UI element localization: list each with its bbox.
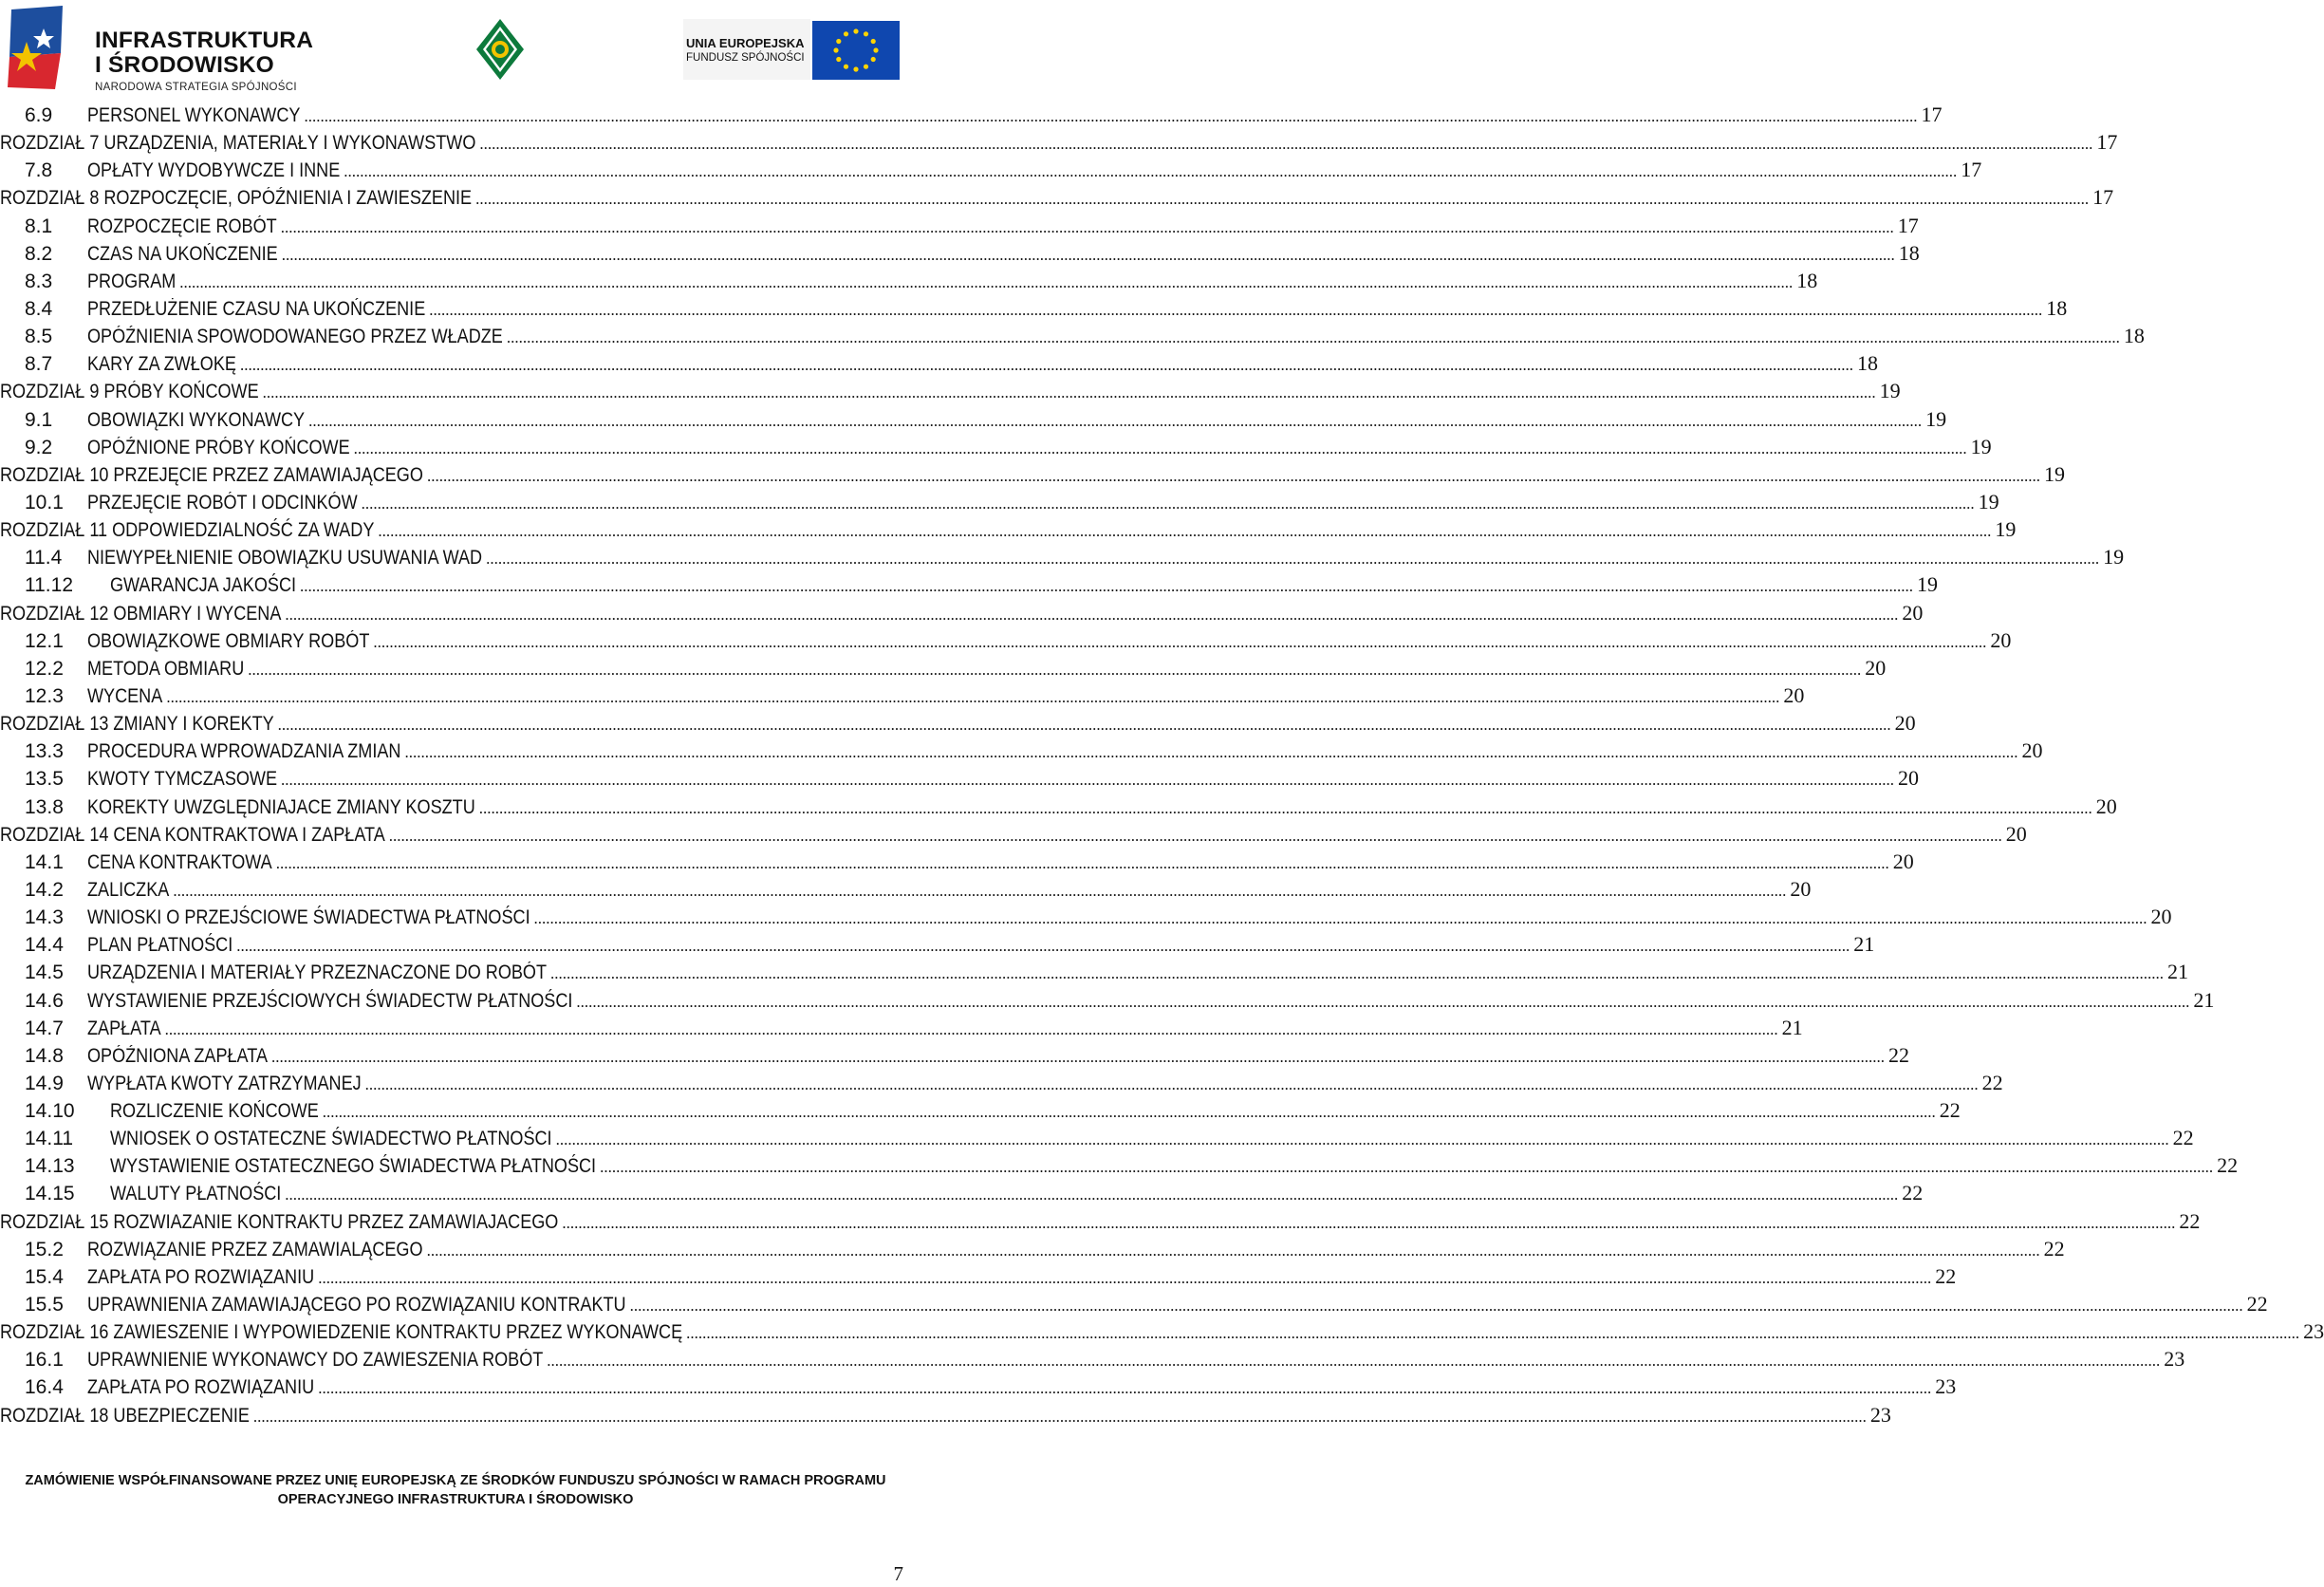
- toc-dot-leader: ................................................................................................................................................................................................................................................................................................................................................................................................................: [308, 411, 1923, 430]
- toc-entry-title: NIEWYPEŁNIENIE OBOWIĄZKU USUWANIA WAD: [87, 547, 483, 569]
- toc-page-number: 20: [2005, 821, 2027, 846]
- toc-dot-leader: ................................................................................................................................................................................................................................................................................................................................................................................................................: [506, 328, 2120, 347]
- toc-dot-leader: ................................................................................................................................................................................................................................................................................................................................................................................................................: [475, 190, 2090, 209]
- toc-section-entry[interactable]: [0, 405, 1947, 433]
- toc-page-number: 23: [2164, 1347, 2185, 1372]
- toc-entry-number: 14.11: [25, 1128, 73, 1150]
- toc-page-number: 20: [1790, 876, 1812, 901]
- toc-entry-title: WYSTAWIENIE PRZEJŚCIOWYCH ŚWIADECTW PŁATNOŚCI: [87, 989, 573, 1012]
- toc-section-entry[interactable]: [0, 267, 1818, 294]
- toc-entry-number: 15.2: [25, 1238, 64, 1260]
- toc-dot-leader: ................................................................................................................................................................................................................................................................................................................................................................................................................: [686, 1324, 2300, 1343]
- toc-entry-title: METODA OBMIARU: [87, 657, 245, 680]
- toc-page-number: 22: [1935, 1263, 1957, 1288]
- toc-dot-leader: ................................................................................................................................................................................................................................................................................................................................................................................................................: [378, 522, 1992, 541]
- toc-dot-leader: ................................................................................................................................................................................................................................................................................................................................................................................................................: [426, 466, 2040, 485]
- toc-dot-leader: ................................................................................................................................................................................................................................................................................................................................................................................................................: [361, 494, 1975, 513]
- toc-page-number: 19: [1978, 489, 1999, 513]
- toc-entry-number: 14.4: [25, 934, 64, 957]
- toc-section-entry[interactable]: [0, 1069, 2003, 1096]
- toc-chapter-entry[interactable]: [0, 183, 2114, 211]
- toc-entry-number: 14.15: [25, 1183, 75, 1205]
- toc-page-number: 19: [2043, 461, 2065, 486]
- toc-page-number: 22: [2179, 1208, 2201, 1233]
- toc-entry-number: 13.3: [25, 740, 64, 763]
- toc-page-number: 23: [1869, 1402, 1891, 1427]
- toc-page-number: 18: [2046, 295, 2068, 320]
- toc-section-entry[interactable]: [0, 433, 1992, 460]
- toc-dot-leader: ................................................................................................................................................................................................................................................................................................................................................................................................................: [486, 550, 2100, 569]
- toc-page-number: 19: [1995, 517, 2017, 542]
- toc-entry-title: ROZPOCZĘCIE ROBÓT: [87, 215, 277, 237]
- brand-title-line1: INFRASTRUKTURA: [95, 28, 314, 53]
- eu-label-box: [683, 19, 810, 80]
- toc-dot-leader: ................................................................................................................................................................................................................................................................................................................................................................................................................: [533, 909, 2147, 928]
- toc-entry-title: OBOWIĄZKI WYKONAWCY: [87, 408, 306, 431]
- toc-dot-leader: ................................................................................................................................................................................................................................................................................................................................................................................................................: [600, 1158, 2214, 1177]
- diamond-emblem-icon: [476, 19, 524, 80]
- toc-entry-title: PRZEDŁUŻENIE CZASU NA UKOŃCZENIE: [87, 297, 426, 320]
- toc-page-number: 19: [1917, 572, 1939, 597]
- toc-entry-number: 10.1: [25, 491, 64, 513]
- toc-page-number: 20: [1894, 711, 1916, 736]
- toc-entry-number: 14.8: [25, 1044, 64, 1067]
- toc-entry-number: 16.1: [25, 1349, 64, 1372]
- toc-entry-number: 6.9: [25, 104, 53, 126]
- toc-entry-number: 16.4: [25, 1376, 64, 1399]
- toc-entry-title: ROZDZIAŁ 15 ROZWIAZANIE KONTRAKTU PRZEZ ZAMAWIAJACEGO: [0, 1210, 559, 1233]
- toc-page-number: 20: [1892, 849, 1914, 873]
- toc-section-entry[interactable]: [0, 930, 1875, 958]
- toc-section-entry[interactable]: [0, 349, 1878, 377]
- toc-page-number: 19: [2103, 545, 2125, 569]
- toc-section-entry[interactable]: [0, 626, 2012, 654]
- brand-subtitle: NARODOWA STRATEGIA SPÓJNOŚCI: [95, 82, 297, 93]
- toc-page-number: 17: [1961, 158, 1982, 182]
- toc-entry-title: URZĄDZENIA I MATERIAŁY PRZEZNACZONE DO ROBÓT: [87, 962, 548, 984]
- center-emblem: [476, 19, 524, 80]
- toc-dot-leader: ................................................................................................................................................................................................................................................................................................................................................................................................................: [562, 1213, 2176, 1232]
- toc-dot-leader: ................................................................................................................................................................................................................................................................................................................................................................................................................: [164, 1019, 1778, 1038]
- toc-entry-title: OPÓŹNIONE PRÓBY KOŃCOWE: [87, 436, 350, 458]
- toc-entry-title: OPÓŹNIENIA SPOWODOWANEGO PRZEZ WŁADZE: [87, 326, 503, 348]
- toc-entry-number: 14.7: [25, 1017, 64, 1039]
- toc-dot-leader: ................................................................................................................................................................................................................................................................................................................................................................................................................: [173, 881, 1787, 900]
- toc-dot-leader: ................................................................................................................................................................................................................................................................................................................................................................................................................: [353, 439, 1967, 457]
- toc-section-entry[interactable]: [0, 570, 1939, 598]
- page-header: [0, 0, 911, 99]
- toc-entry-number: 14.10: [25, 1100, 75, 1123]
- toc-page-number: 20: [1897, 766, 1919, 791]
- toc-page-number: 22: [1981, 1070, 2003, 1094]
- toc-entry-title: ROZDZIAŁ 11 ODPOWIEDZIALNOŚĆ ZA WADY: [0, 519, 375, 542]
- toc-dot-leader: ................................................................................................................................................................................................................................................................................................................................................................................................................: [479, 135, 2093, 154]
- toc-chapter-entry[interactable]: [0, 1317, 2324, 1345]
- toc-entry-number: 14.2: [25, 878, 64, 901]
- toc-dot-leader: ................................................................................................................................................................................................................................................................................................................................................................................................................: [478, 798, 2092, 817]
- toc-page-number: 22: [2043, 1236, 2065, 1260]
- toc-chapter-entry[interactable]: [0, 599, 1924, 626]
- toc-dot-leader: ................................................................................................................................................................................................................................................................................................................................................................................................................: [252, 1407, 1867, 1426]
- toc-page-number: 20: [1990, 627, 2012, 652]
- toc-section-entry[interactable]: [0, 212, 1919, 239]
- toc-section-entry[interactable]: [0, 1372, 1957, 1400]
- toc-page-number: 17: [1921, 103, 1943, 126]
- toc-dot-leader: ................................................................................................................................................................................................................................................................................................................................................................................................................: [236, 937, 1850, 956]
- toc-entry-title: PERSONEL WYKONAWCY: [87, 104, 301, 126]
- toc-page-number: 23: [1935, 1374, 1957, 1399]
- toc-entry-title: ZAPŁATA: [87, 1017, 161, 1039]
- toc-dot-leader: ................................................................................................................................................................................................................................................................................................................................................................................................................: [426, 1241, 2040, 1260]
- toc-entry-title: ROZDZIAŁ 8 ROZPOCZĘCIE, OPÓŹNIENIA I ZAWIESZENIE: [0, 187, 473, 210]
- toc-dot-leader: ................................................................................................................................................................................................................................................................................................................................................................................................................: [549, 964, 2164, 983]
- toc-chapter-entry[interactable]: [0, 128, 2118, 156]
- toc-entry-title: ZAPŁATA PO ROZWIĄZANIU: [87, 1265, 315, 1288]
- toc-page-number: 22: [1902, 1181, 1924, 1205]
- toc-entry-title: CZAS NA UKOŃCZENIE: [87, 242, 278, 265]
- toc-dot-leader: ................................................................................................................................................................................................................................................................................................................................................................................................................: [248, 660, 1862, 679]
- toc-entry-title: WYSTAWIENIE OSTATECZNEGO ŚWIADECTWA PŁATNOŚCI: [110, 1155, 597, 1178]
- toc-entry-number: 7.8: [25, 159, 53, 182]
- toc-dot-leader: ................................................................................................................................................................................................................................................................................................................................................................................................................: [304, 107, 1918, 125]
- toc-chapter-entry[interactable]: [0, 1207, 2201, 1235]
- toc-entry-title: ROZDZIAŁ 13 ZMIANY I KOREKTY: [0, 713, 274, 736]
- toc-page-number: 20: [2095, 794, 2117, 818]
- toc-dot-leader: ................................................................................................................................................................................................................................................................................................................................................................................................................: [300, 577, 1914, 596]
- toc-section-entry[interactable]: [0, 1014, 1803, 1041]
- toc-entry-title: ROZDZIAŁ 16 ZAWIESZENIE I WYPOWIEDZENIE KONTRAKTU PRZEZ WYKONAWCĘ: [0, 1321, 683, 1344]
- toc-section-entry[interactable]: [0, 543, 2125, 570]
- toc-dot-leader: ................................................................................................................................................................................................................................................................................................................................................................................................................: [280, 771, 1894, 790]
- toc-entry-title: KOREKTY UWZGLĘDNIAJACE ZMIANY KOSZTU: [87, 795, 475, 818]
- toc-dot-leader: ................................................................................................................................................................................................................................................................................................................................................................................................................: [555, 1130, 2169, 1149]
- toc-page-number: 18: [1898, 240, 1920, 265]
- toc-section-entry[interactable]: [0, 1124, 2194, 1151]
- toc-entry-number: 15.5: [25, 1294, 64, 1316]
- toc-entry-title: ROZDZIAŁ 14 CENA KONTRAKTOWA I ZAPŁATA: [0, 823, 385, 846]
- toc-section-entry[interactable]: [0, 793, 2117, 820]
- toc-page-number: 21: [2193, 987, 2215, 1012]
- toc-entry-number: 8.5: [25, 326, 53, 348]
- toc-entry-title: KWOTY TYMCZASOWE: [87, 768, 278, 791]
- toc-entry-title: WNIOSKI O PRZEJŚCIOWE ŚWIADECTWA PŁATNOŚCI: [87, 906, 530, 929]
- toc-section-entry[interactable]: [0, 1151, 2239, 1179]
- eu-cohesion-fund-logo: [683, 19, 903, 82]
- toc-section-entry[interactable]: [0, 322, 2145, 349]
- toc-page-number: 17: [2096, 130, 2118, 155]
- page-number: 7: [893, 1562, 903, 1585]
- toc-dot-leader: ................................................................................................................................................................................................................................................................................................................................................................................................................: [547, 1352, 2161, 1371]
- toc-section-entry[interactable]: [0, 737, 2043, 764]
- toc-entry-title: UPRAWNIENIA ZAMAWIAJĄCEGO PO ROZWIĄZANIU KONTRAKTU: [87, 1294, 626, 1316]
- toc-chapter-entry[interactable]: [0, 377, 1901, 404]
- toc-entry-title: WALUTY PŁATNOŚCI: [110, 1183, 282, 1205]
- toc-entry-number: 8.1: [25, 215, 53, 237]
- toc-section-entry[interactable]: [0, 958, 2188, 985]
- toc-entry-title: ROZDZIAŁ 18 UBEZPIECZENIE: [0, 1404, 250, 1427]
- infrastruktura-logo: [6, 4, 319, 95]
- toc-chapter-entry[interactable]: [0, 460, 2065, 488]
- toc-chapter-entry[interactable]: [0, 709, 1916, 737]
- toc-entry-number: 14.1: [25, 850, 64, 873]
- toc-page-number: 18: [1856, 351, 1878, 376]
- toc-dot-leader: ................................................................................................................................................................................................................................................................................................................................................................................................................: [318, 1379, 1932, 1398]
- toc-entry-number: 8.3: [25, 270, 53, 292]
- toc-page-number: 23: [2303, 1319, 2324, 1344]
- toc-entry-title: ROZDZIAŁ 9 PRÓBY KOŃCOWE: [0, 381, 259, 403]
- toc-section-entry[interactable]: [0, 488, 1999, 515]
- toc-entry-number: 8.4: [25, 297, 53, 320]
- toc-entry-number: 9.2: [25, 436, 53, 458]
- toc-dot-leader: ................................................................................................................................................................................................................................................................................................................................................................................................................: [373, 632, 1987, 651]
- toc-entry-number: 14.5: [25, 962, 64, 984]
- toc-entry-number: 13.8: [25, 795, 64, 818]
- toc-entry-title: OPÓŹNIONA ZAPŁATA: [87, 1044, 269, 1067]
- footer-line-1: ZAMÓWIENIE WSPÓŁFINANSOWANE PRZEZ UNIĘ EUROPEJSKĄ ZE ŚRODKÓW FUNDUSZU SPÓJNOŚCI W RAMACH PROGRAMU: [25, 1473, 886, 1488]
- eu-flag-icon: [812, 21, 900, 80]
- table-of-contents: [0, 101, 2324, 1428]
- toc-entry-title: ROZWIĄZANIE PRZEZ ZAMAWIALĄCEGO: [87, 1238, 423, 1260]
- toc-entry-number: 8.7: [25, 353, 53, 376]
- toc-dot-leader: ................................................................................................................................................................................................................................................................................................................................................................................................................: [285, 1186, 1899, 1204]
- toc-section-entry[interactable]: [0, 848, 1914, 875]
- toc-page-number: 20: [2150, 905, 2172, 929]
- toc-entry-title: ROZDZIAŁ 12 OBMIARY I WYCENA: [0, 602, 282, 625]
- toc-page-number: 22: [2217, 1153, 2239, 1178]
- toc-entry-number: 8.2: [25, 242, 53, 265]
- toc-page-number: 21: [1853, 932, 1875, 957]
- toc-entry-number: 12.2: [25, 657, 64, 680]
- toc-section-entry[interactable]: [0, 1290, 2268, 1317]
- footer-line-2: OPERACYJNEGO INFRASTRUKTURA I ŚRODOWISKO: [277, 1492, 634, 1507]
- toc-section-entry[interactable]: [0, 101, 1943, 128]
- toc-section-entry[interactable]: [0, 239, 1920, 267]
- toc-dot-leader: ................................................................................................................................................................................................................................................................................................................................................................................................................: [280, 217, 1894, 236]
- toc-entry-number: 12.3: [25, 684, 64, 707]
- toc-entry-title: ROZLICZENIE KOŃCOWE: [110, 1100, 319, 1123]
- toc-entry-title: ZALICZKA: [87, 878, 170, 901]
- toc-dot-leader: ................................................................................................................................................................................................................................................................................................................................................................................................................: [285, 605, 1899, 624]
- toc-page-number: 20: [2021, 738, 2043, 763]
- toc-chapter-entry[interactable]: [0, 820, 2027, 848]
- toc-page-number: 21: [1781, 1015, 1803, 1039]
- toc-entry-title: OPŁATY WYDOBYWCZE I INNE: [87, 159, 341, 182]
- toc-entry-title: PRZEJĘCIE ROBÓT I ODCINKÓW: [87, 491, 358, 513]
- toc-section-entry[interactable]: [0, 764, 1919, 792]
- toc-dot-leader: ................................................................................................................................................................................................................................................................................................................................................................................................................: [275, 853, 1889, 872]
- toc-entry-number: 14.6: [25, 989, 64, 1012]
- toc-dot-leader: ................................................................................................................................................................................................................................................................................................................................................................................................................: [179, 272, 1794, 291]
- toc-section-entry[interactable]: [0, 654, 1887, 681]
- toc-entry-title: WYPŁATA KWOTY ZATRZYMANEJ: [87, 1072, 362, 1094]
- toc-page-number: 19: [1925, 406, 1947, 431]
- toc-entry-title: GWARANCJA JAKOŚCI: [110, 574, 297, 597]
- toc-section-entry[interactable]: [0, 875, 1812, 903]
- toc-dot-leader: ................................................................................................................................................................................................................................................................................................................................................................................................................: [277, 716, 1891, 735]
- toc-dot-leader: ................................................................................................................................................................................................................................................................................................................................................................................................................: [344, 162, 1958, 181]
- toc-entry-number: 14.3: [25, 906, 64, 929]
- eu-name: UNIA EUROPEJSKA: [686, 36, 805, 50]
- toc-entry-title: PROCEDURA WPROWADZANIA ZMIAN: [87, 740, 401, 763]
- toc-entry-title: ROZDZIAŁ 7 URZĄDZENIA, MATERIAŁY I WYKONAWSTWO: [0, 132, 476, 155]
- toc-entry-number: 14.13: [25, 1155, 75, 1178]
- toc-dot-leader: ................................................................................................................................................................................................................................................................................................................................................................................................................: [576, 992, 2190, 1011]
- toc-dot-leader: ................................................................................................................................................................................................................................................................................................................................................................................................................: [239, 356, 1853, 375]
- toc-dot-leader: ................................................................................................................................................................................................................................................................................................................................................................................................................: [322, 1103, 1936, 1122]
- toc-entry-number: 14.9: [25, 1072, 64, 1094]
- toc-dot-leader: ................................................................................................................................................................................................................................................................................................................................................................................................................: [262, 383, 1876, 402]
- toc-section-entry[interactable]: [0, 156, 1982, 183]
- toc-section-entry[interactable]: [0, 1179, 1924, 1206]
- toc-dot-leader: ................................................................................................................................................................................................................................................................................................................................................................................................................: [318, 1268, 1932, 1287]
- toc-entry-number: 15.4: [25, 1265, 64, 1288]
- toc-entry-title: OBOWIĄZKOWE OBMIARY ROBÓT: [87, 629, 370, 652]
- toc-dot-leader: ................................................................................................................................................................................................................................................................................................................................................................................................................: [388, 826, 2002, 845]
- toc-page-number: 20: [1902, 600, 1924, 625]
- toc-section-entry[interactable]: [0, 1345, 2185, 1372]
- toc-dot-leader: ................................................................................................................................................................................................................................................................................................................................................................................................................: [404, 743, 2018, 762]
- toc-dot-leader: ................................................................................................................................................................................................................................................................................................................................................................................................................: [166, 687, 1780, 706]
- toc-page-number: 21: [2166, 960, 2188, 984]
- toc-section-entry[interactable]: [0, 903, 2172, 930]
- toc-page-number: 18: [2123, 324, 2145, 348]
- toc-section-entry[interactable]: [0, 681, 1805, 709]
- toc-entry-title: CENA KONTRAKTOWA: [87, 850, 272, 873]
- toc-entry-title: ZAPŁATA PO ROZWIĄZANIU: [87, 1376, 315, 1399]
- fund-name: FUNDUSZ SPÓJNOŚCI: [686, 52, 805, 64]
- toc-entry-title: PROGRAM: [87, 270, 177, 292]
- toc-dot-leader: ................................................................................................................................................................................................................................................................................................................................................................................................................: [429, 300, 2043, 319]
- toc-chapter-entry[interactable]: [0, 1401, 1891, 1428]
- toc-page-number: 20: [1865, 655, 1887, 680]
- toc-entry-title: ROZDZIAŁ 10 PRZEJĘCIE PRZEZ ZAMAWIAJĄCEGO: [0, 463, 423, 486]
- infrastruktura-emblem-icon: [6, 4, 74, 91]
- toc-section-entry[interactable]: [0, 1262, 1957, 1290]
- toc-entry-title: PLAN PŁATNOŚCI: [87, 934, 233, 957]
- toc-dot-leader: ................................................................................................................................................................................................................................................................................................................................................................................................................: [281, 245, 1895, 264]
- toc-entry-title: KARY ZA ZWŁOKĘ: [87, 353, 236, 376]
- brand-title-line2: I ŚRODOWISKO: [95, 52, 274, 78]
- toc-page-number: 22: [1888, 1042, 1909, 1067]
- toc-dot-leader: ................................................................................................................................................................................................................................................................................................................................................................................................................: [629, 1297, 2243, 1316]
- toc-page-number: 19: [1879, 379, 1901, 403]
- toc-entry-number: 12.1: [25, 629, 64, 652]
- toc-page-number: 19: [1970, 434, 1992, 458]
- toc-entry-title: WYCENA: [87, 684, 163, 707]
- toc-entry-title: UPRAWNIENIE WYKONAWCY DO ZAWIESZENIA ROBÓT: [87, 1349, 544, 1372]
- toc-dot-leader: ................................................................................................................................................................................................................................................................................................................................................................................................................: [271, 1047, 1885, 1066]
- toc-page-number: 17: [1897, 213, 1919, 237]
- toc-page-number: 18: [1796, 268, 1818, 292]
- toc-entry-number: 13.5: [25, 768, 64, 791]
- toc-page-number: 22: [2172, 1126, 2194, 1150]
- toc-section-entry[interactable]: [0, 1041, 1909, 1069]
- toc-section-entry[interactable]: [0, 1235, 2065, 1262]
- toc-dot-leader: ................................................................................................................................................................................................................................................................................................................................................................................................................: [364, 1074, 1979, 1093]
- toc-section-entry[interactable]: [0, 294, 2068, 322]
- toc-page-number: 22: [2246, 1292, 2268, 1316]
- toc-entry-number: 11.4: [25, 547, 63, 569]
- toc-section-entry[interactable]: [0, 1096, 1961, 1124]
- toc-entry-number: 11.12: [25, 574, 73, 597]
- toc-chapter-entry[interactable]: [0, 515, 2017, 543]
- page-footer: [0, 1471, 911, 1509]
- toc-entry-number: 9.1: [25, 408, 53, 431]
- toc-page-number: 22: [1939, 1098, 1961, 1123]
- toc-page-number: 20: [1783, 682, 1805, 707]
- toc-section-entry[interactable]: [0, 986, 2215, 1014]
- toc-page-number: 17: [2092, 185, 2114, 210]
- toc-entry-title: WNIOSEK O OSTATECZNE ŚWIADECTWO PŁATNOŚCI: [110, 1128, 552, 1150]
